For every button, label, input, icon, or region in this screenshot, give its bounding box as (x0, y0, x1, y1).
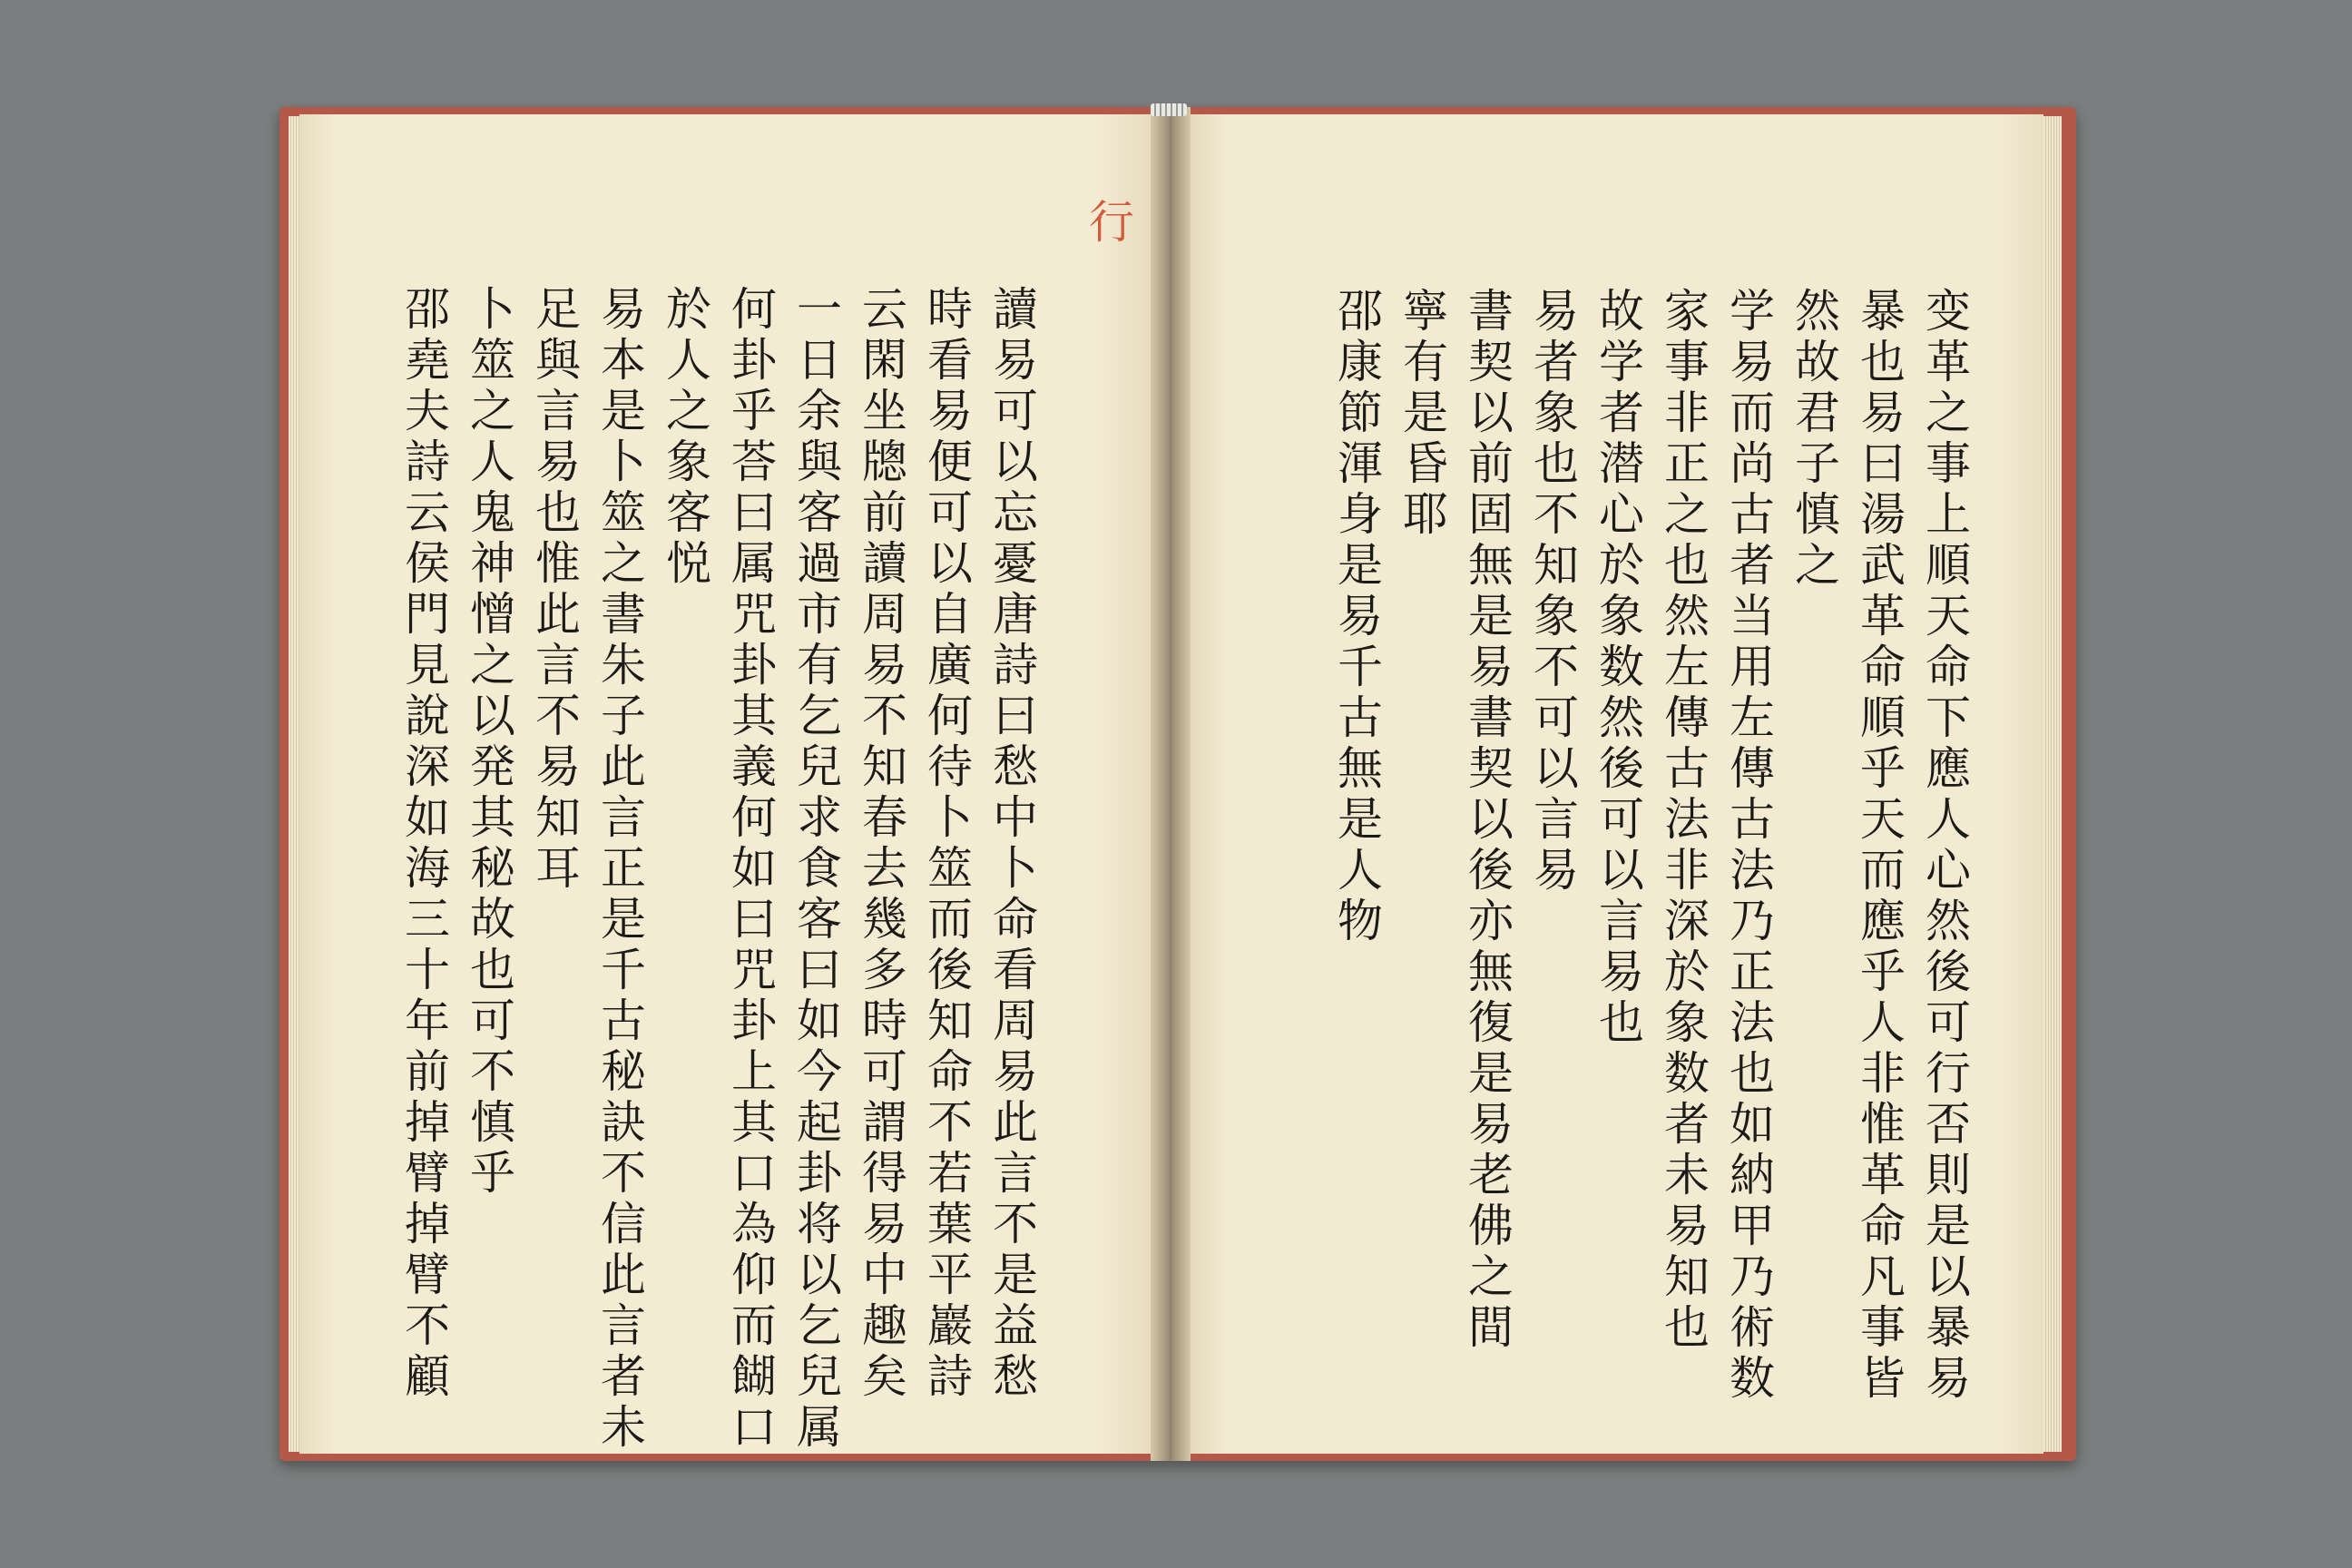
text-column: 書契以前固無是易書契以後亦無復是易老佛之間 (1461, 287, 1514, 1354)
text-column: 易者象也不知象不可以言易 (1526, 287, 1579, 897)
text-column: 何卦乎荅曰属咒卦其義何如曰咒卦上其口為仰而餬口 (724, 285, 777, 1454)
text-column: 然故君子慎之 (1788, 287, 1840, 592)
book-headband (1151, 103, 1187, 116)
text-column: 寧有是昏耶 (1396, 287, 1448, 541)
text-column: 易本是卜筮之書朱子此言正是千古秘訣不信此言者未 (593, 285, 646, 1454)
right-page (1181, 114, 2043, 1454)
text-column: 讀易可以忘憂唐詩曰愁中卜命看周易此言不是益愁 (985, 285, 1038, 1403)
text-column: 於人之象客悦 (659, 285, 711, 590)
text-column: 故学者潜心於象数然後可以言易也 (1592, 287, 1644, 1049)
text-column: 暴也易曰湯武革命順乎天而應乎人非惟革命凡事皆 (1853, 287, 1906, 1405)
left-page (299, 114, 1158, 1454)
open-book (279, 107, 2076, 1461)
page-header-char: 行 (1082, 198, 1134, 249)
text-column: 云閑坐牕前讀周易不知春去幾多時可謂得易中趣矣 (855, 285, 907, 1403)
text-column: 卜筮之人鬼神憎之以発其秘故也可不慎乎 (463, 285, 515, 1200)
text-column: 家事非正之也然左傳古法非深於象数者未易知也 (1657, 287, 1710, 1354)
book-gutter (1151, 107, 1191, 1461)
text-column: 一日余與客過市有乞兒求食客曰如今起卦将以乞兒属 (789, 285, 842, 1454)
text-column: 足與言易也惟此言不易知耳 (528, 285, 581, 895)
text-column: 学易而尚古者当用左傳古法乃正法也如納甲乃術数 (1722, 287, 1775, 1405)
text-column: 邵堯夫詩云侯門見說深如海三十年前掉臂掉臂不顧 (397, 285, 450, 1403)
text-column: 邵康節渾身是易千古無是人物 (1330, 287, 1383, 947)
text-column: 時看易便可以自廣何待卜筮而後知命不若葉平巖詩 (920, 285, 973, 1403)
text-column: 变革之事上順天命下應人心然後可行否則是以暴易 (1918, 287, 1971, 1405)
